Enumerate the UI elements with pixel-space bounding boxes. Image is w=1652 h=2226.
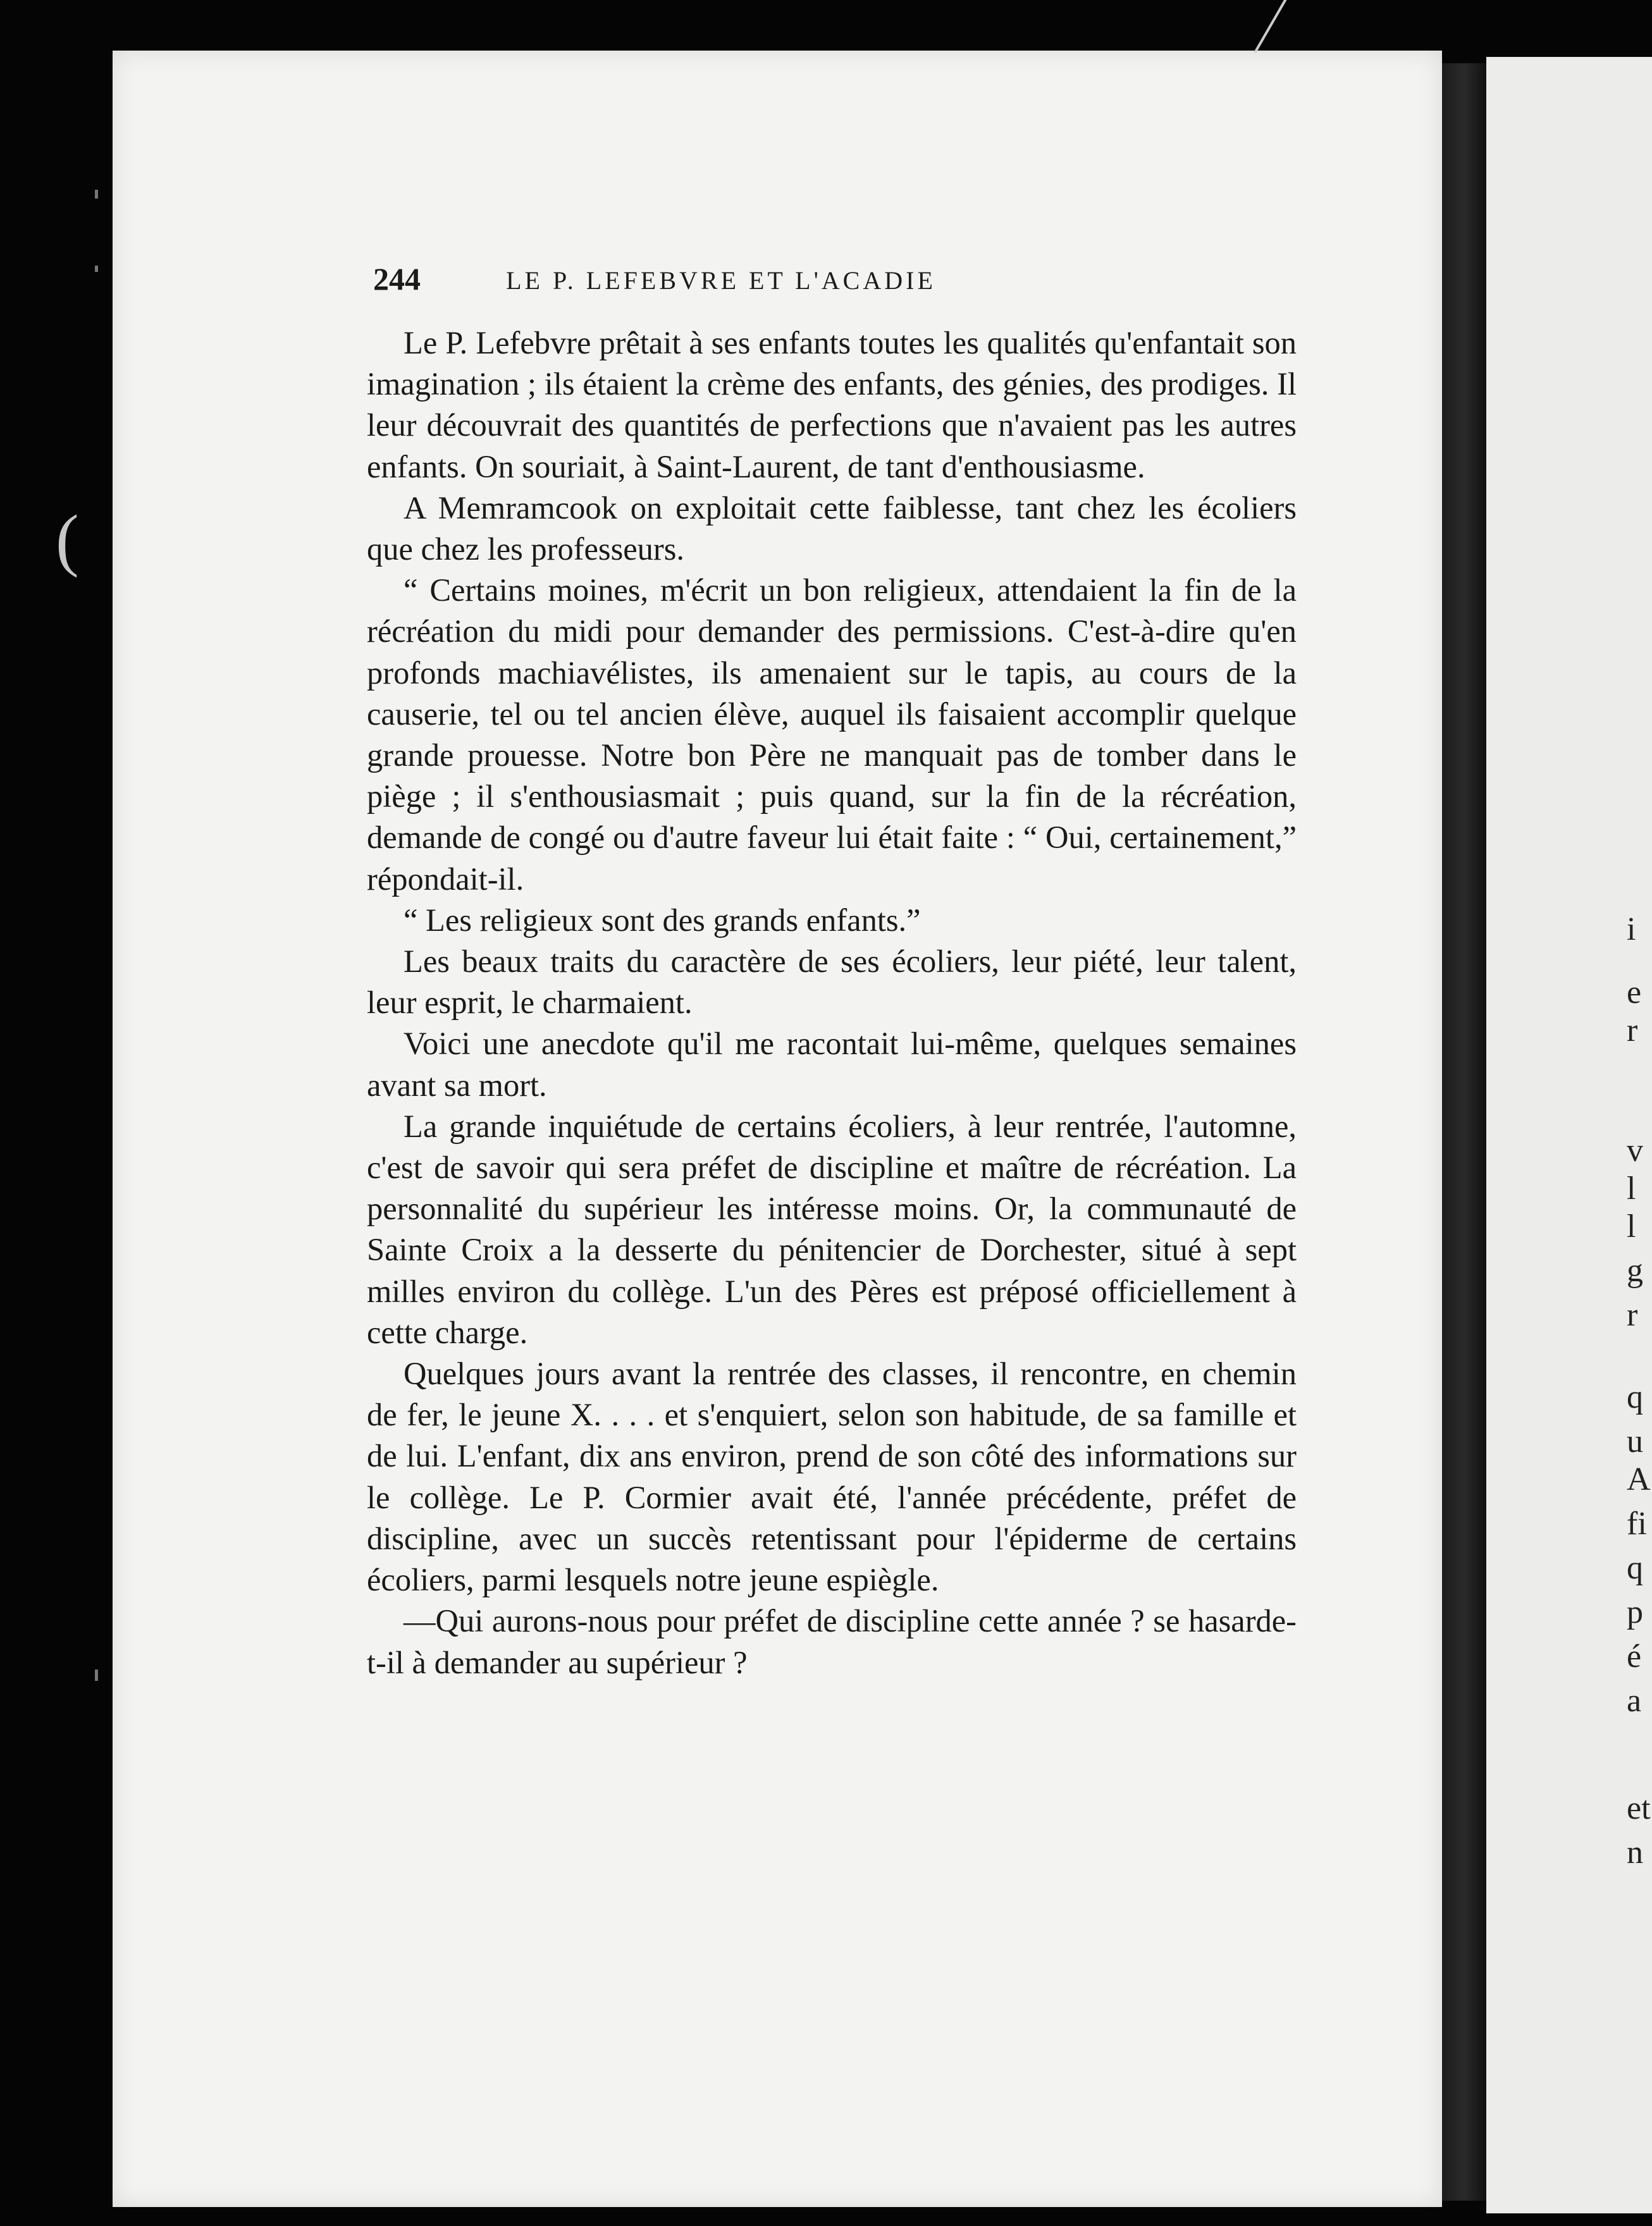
margin-dot: [95, 1670, 98, 1681]
page-number: 244: [373, 261, 421, 297]
adjacent-page-fragment: l: [1627, 1208, 1636, 1245]
paragraph: Les beaux traits du caractère de ses écoliers, leur piété, leur talent, leur esprit, le charmaient.: [367, 944, 1297, 1021]
paragraph: La grande inquiétude de certains écoliers, à leur rentrée, l'automne, c'est de savoir qui sera préfet de discipline et maître de récréation. La personnalité du supérieur les intéresse moins. Or, la communauté de Sainte Croix a la desserte du pénitencier de Dorchester, situé à sept milles environ du collège. L'un des Pères est préposé officiellement à cette charge.: [367, 1108, 1297, 1350]
paragraph: Quelques jours avant la rentrée des classes, il rencontre, en chemin de fer, le jeune X. . . . et s'enquiert, selon son habitude, de sa famille et de lui. L'enfant, dix ans environ, prend de son côté des informations sur le collège. Le P. Cormier avait été, l'année précédente, préfet de discipline, avec un succès retentissant pour l'épiderme de certains écoliers, parmi lesquels notre jeune espiègle.: [367, 1356, 1297, 1598]
adjacent-page-fragment: a: [1627, 1683, 1642, 1719]
adjacent-page-fragment: fi: [1627, 1506, 1647, 1542]
adjacent-page-fragment: q: [1627, 1379, 1643, 1415]
adjacent-page-fragment: n: [1627, 1835, 1643, 1871]
paragraph: “ Les religieux sont des grands enfants.”: [404, 902, 921, 938]
adjacent-page-fragment: r: [1627, 1297, 1638, 1333]
running-title: LE P. LEFEBVRE ET L'ACADIE: [506, 266, 936, 295]
adjacent-page-fragment: l: [1627, 1171, 1636, 1207]
paragraph: —Qui aurons-nous pour préfet de discipline cette année ? se hasarde-t-il à demander au supérieur ?: [367, 1603, 1297, 1680]
adjacent-page-fragment: e: [1627, 975, 1642, 1011]
paragraph: A Memramcook on exploitait cette faiblesse, tant chez les écoliers que chez les professeurs.: [367, 489, 1297, 567]
adjacent-page-fragment: v: [1627, 1133, 1643, 1169]
adjacent-page-fragment: q: [1627, 1550, 1643, 1586]
adjacent-page-fragment: A: [1627, 1461, 1651, 1497]
adjacent-page-fragment: é: [1627, 1639, 1642, 1675]
page-gutter: [1442, 63, 1486, 2201]
paragraph: “ Certains moines, m'écrit un bon religieux, attendaient la fin de la récréation du midi pour demander des permissions. C'est-à-dire qu'en profonds machiavélistes, ils amenaient sur le tapis, au cours de la causerie, tel ou tel ancien élève, auquel ils faisaient accomplir quelque grande prouesse. Notre bon Père ne manquait pas de tomber dans le piège ; il s'enthousiasmait ; puis quand, sur la fin de la récréation, demande de congé ou d'autre faveur lui était faite : “ Oui, certainement,” répondait-il.: [367, 572, 1297, 897]
adjacent-page-fragment: i: [1627, 911, 1636, 947]
adjacent-page-fragment: p: [1627, 1594, 1643, 1630]
page-body: [367, 323, 1297, 1683]
adjacent-page-fragment: r: [1627, 1012, 1638, 1048]
margin-bracket-mark: (: [56, 501, 79, 578]
paragraph: Le P. Lefebvre prêtait à ses enfants toutes les qualités qu'enfantait son imagination ; ils étaient la crème des enfants, des génies, des prodiges. Il leur découvrait des quantités de perfections que n'avaient pas les autres enfants. On souriait, à Saint-Laurent, de tant d'enthousiasme.: [367, 325, 1297, 484]
margin-dot: [95, 190, 98, 199]
paragraph: Voici une anecdote qu'il me racontait lui-même, quelques semaines avant sa mort.: [367, 1026, 1297, 1103]
adjacent-page-fragment: et: [1627, 1790, 1651, 1826]
margin-dot: [95, 266, 98, 272]
adjacent-page-fragment: g: [1627, 1253, 1643, 1289]
adjacent-page-fragment: u: [1627, 1424, 1643, 1460]
